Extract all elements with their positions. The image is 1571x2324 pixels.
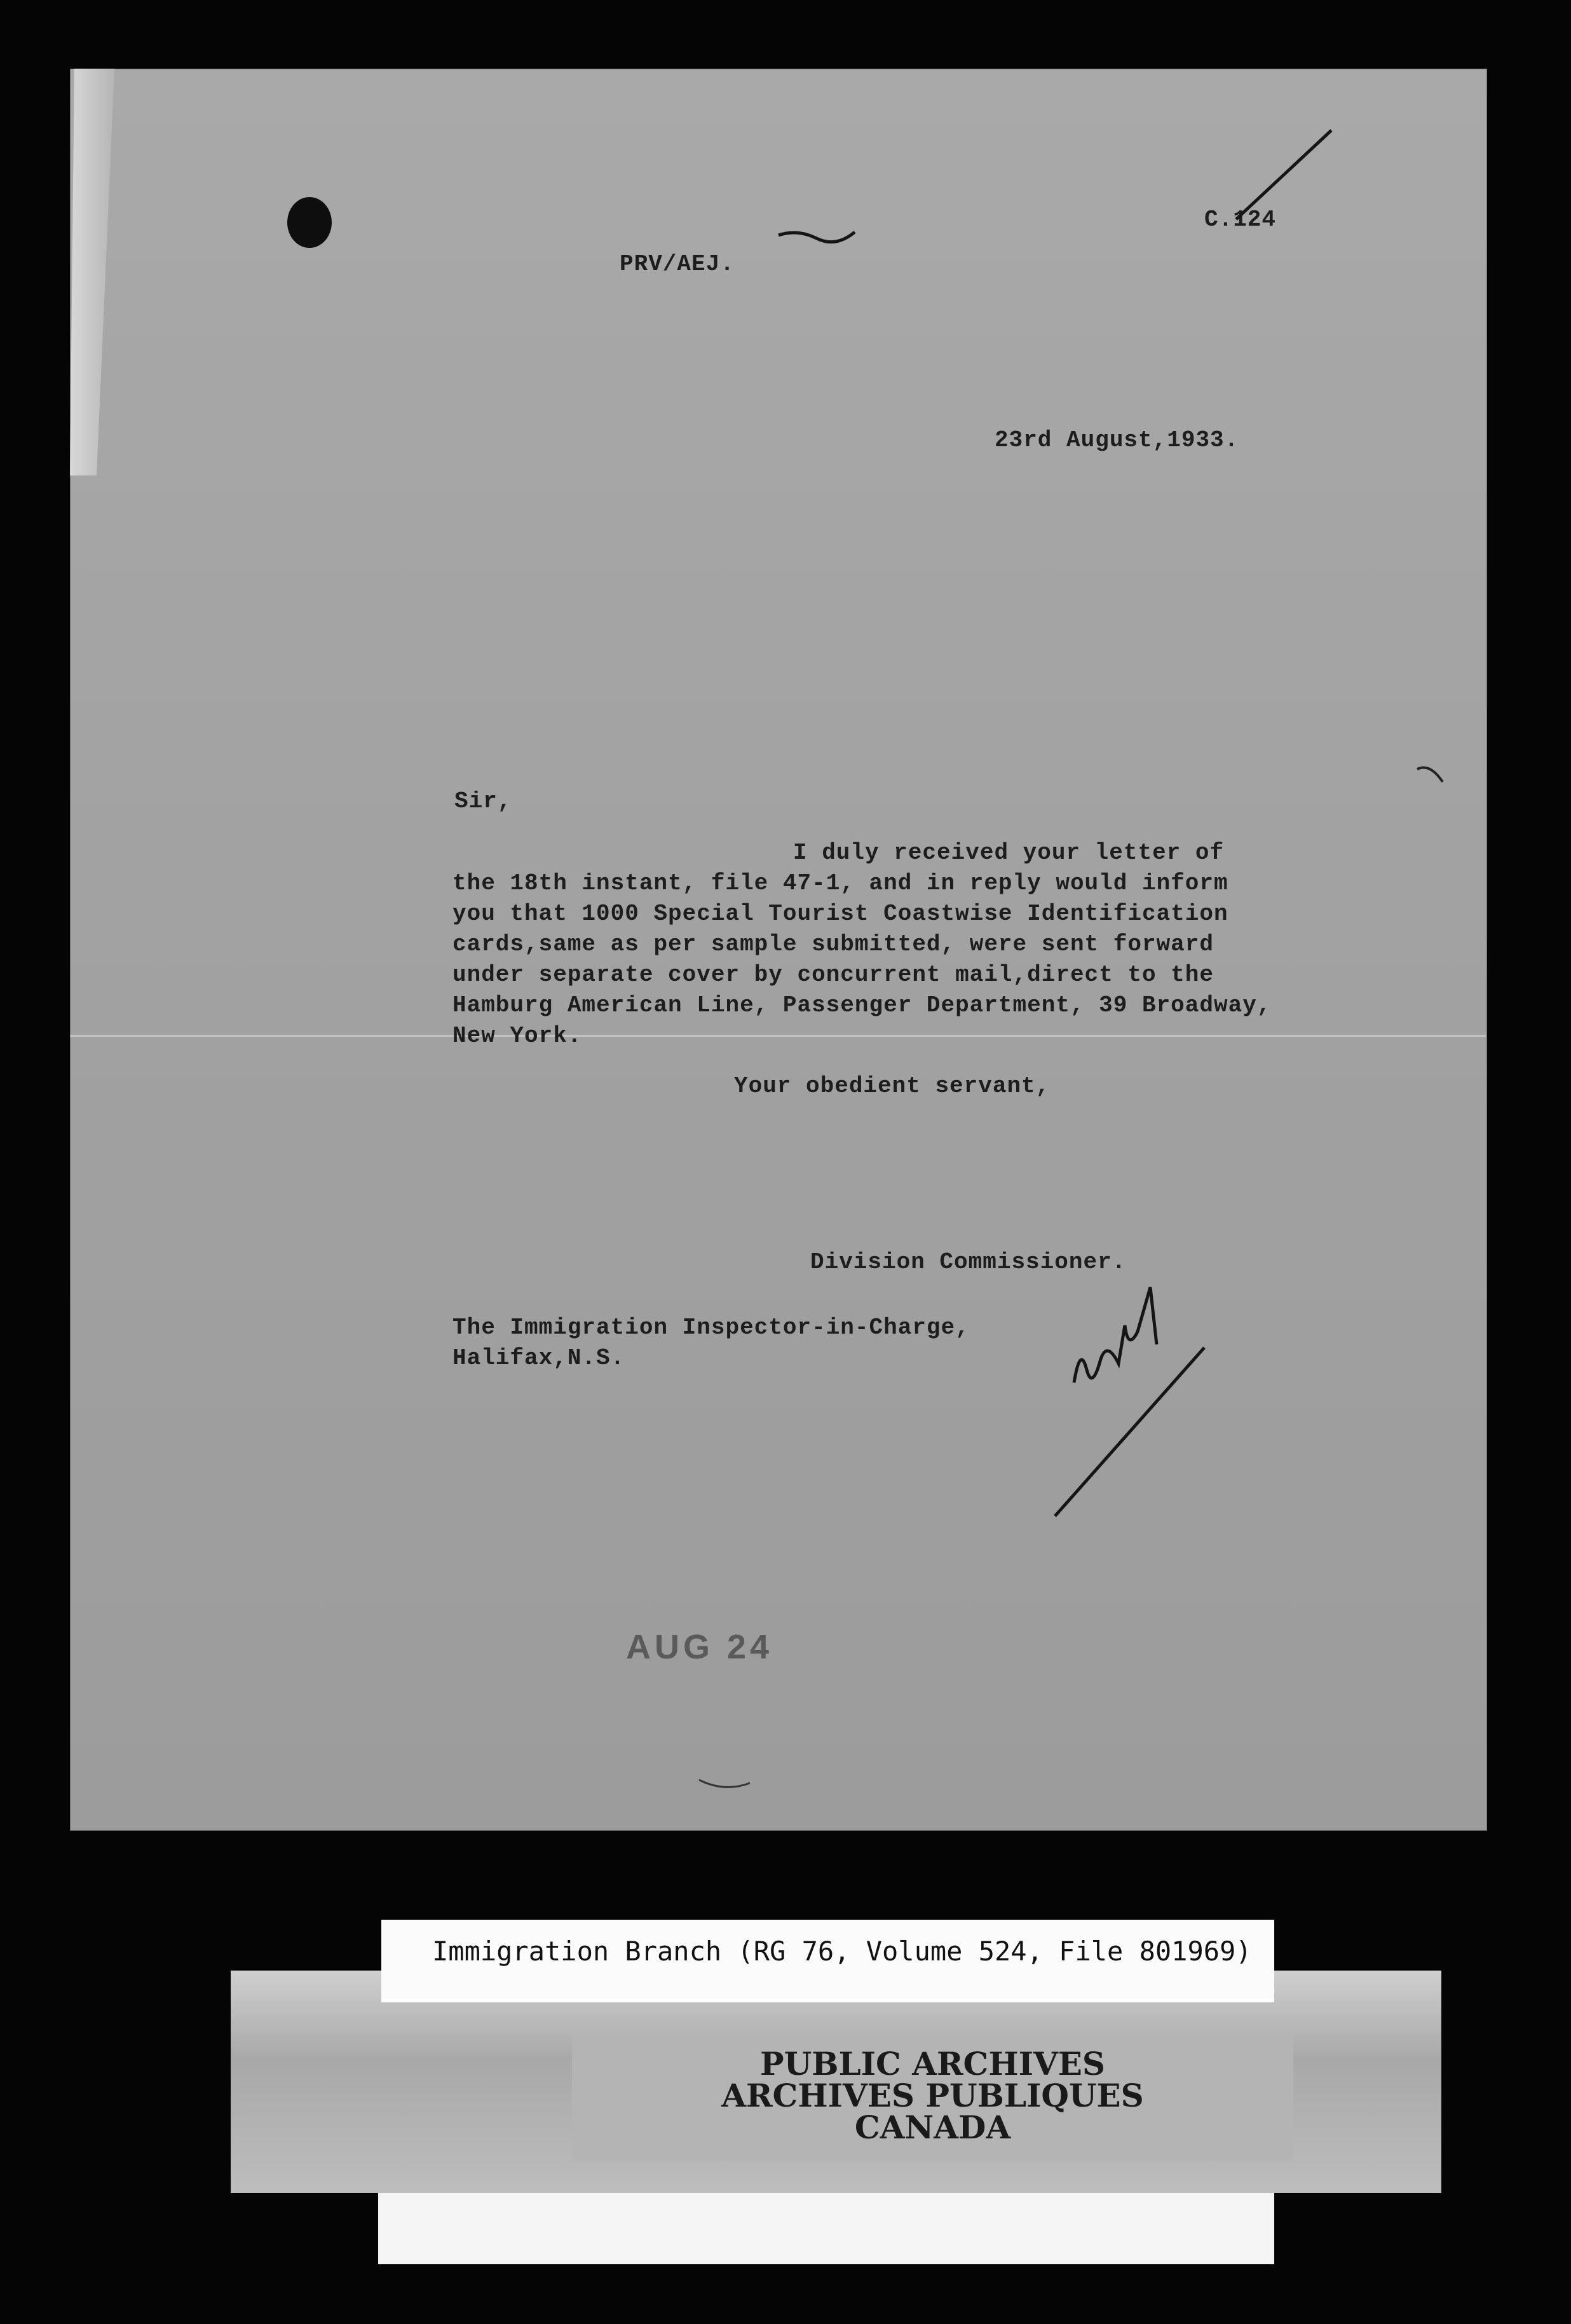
archives-stamp-line-1: PUBLIC ARCHIVES <box>760 2045 1105 2082</box>
body-line-4: cards,same as per sample submitted, were sent forward <box>452 931 1214 957</box>
signatory-title: Division Commissioner. <box>810 1249 1127 1275</box>
salutation: Sir, <box>454 788 512 814</box>
body-line-6: Hamburg American Line, Passenger Department, 39 Broadway, <box>452 992 1272 1018</box>
recipient-line-2: Halifax,N.S. <box>452 1345 625 1371</box>
file-number: C.124 <box>1204 207 1277 233</box>
archives-stamp <box>572 2045 1293 2146</box>
label-strip-bottom <box>378 2193 1274 2264</box>
body-line-3: you that 1000 Special Tourist Coastwise Identification <box>452 901 1228 927</box>
archives-stamp-line-2: ARCHIVES PUBLIQUES <box>721 2077 1144 2114</box>
received-date-stamp: AUG 24 <box>626 1628 773 1666</box>
archives-stamp-line-3: CANADA <box>854 2109 1011 2146</box>
reference-code: PRV/AEJ. <box>620 251 735 277</box>
body-line-5: under separate cover by concurrent mail,direct to the <box>452 962 1214 988</box>
letter-date: 23rd August,1933. <box>995 427 1239 453</box>
body-line-1: I duly received your letter of <box>793 840 1225 866</box>
recipient-line-1: The Immigration Inspector-in-Charge, <box>452 1315 970 1341</box>
body-line-7: New York. <box>452 1023 582 1049</box>
body-line-2: the 18th instant, file 47-1, and in reply would inform <box>452 870 1228 896</box>
closing: Your obedient servant, <box>734 1073 1051 1099</box>
source-label: Immigration Branch (RG 76, Volume 524, File 801969) <box>432 1936 1252 1967</box>
